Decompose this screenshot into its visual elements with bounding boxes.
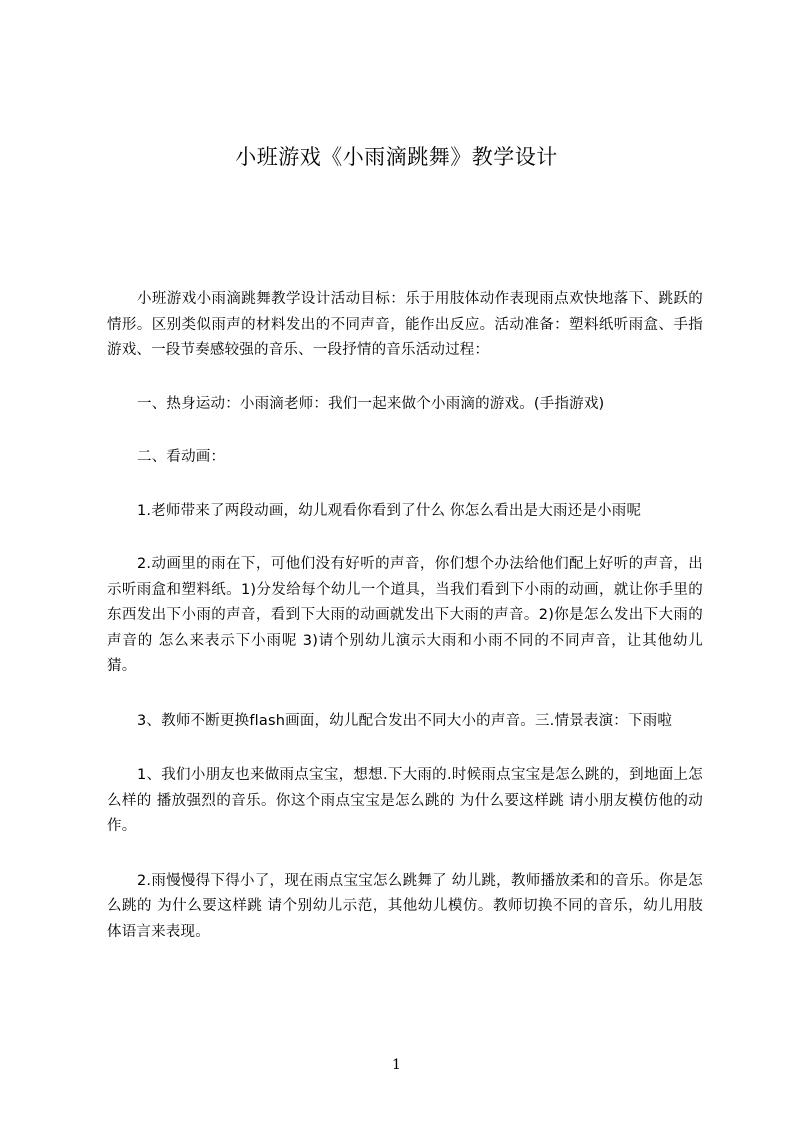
paragraph-watch-animation: 二、看动画： (137, 449, 226, 465)
document-body (107, 287, 703, 945)
paragraph-step-1: 1.老师带来了两段动画，幼儿观看你看到了什么 你怎么看出是大雨还是小雨呢 (137, 502, 642, 519)
paragraph-performance-1: 1、我们小朋友也来做雨点宝宝，想想.下大雨的.时候雨点宝宝是怎么跳的，到地面上怎么样的 播放强烈的音乐。你这个雨点宝宝是怎么跳的 为什么要这样跳 请小朋友模仿他的动作。 (107, 767, 703, 834)
paragraph-warmup: 一、热身运动：小雨滴老师：我们一起来做个小雨滴的游戏。(手指游戏) (137, 395, 605, 412)
paragraph-performance-2: 2.雨慢慢得下得小了，现在雨点宝宝怎么跳舞了 幼儿跳，教师播放柔和的音乐。你是怎么跳的 为什么要这样跳 请个别幼儿示范，其他幼儿模仿。教师切换不同的音乐，幼儿用肢体语言来表现。 (107, 872, 703, 940)
paragraph-step-2: 2.动画里的雨在下，可他们没有好听的声音，你们想个办法给他们配上好听的声音，出示听雨盒和塑料纸。1)分发给每个幼儿一个道具，当我们看到下小雨的动画，就让你手里的东西发出下小雨的声音，看到下大雨的动画就发出下大雨的声音。2)你是怎么发出下大雨的声音的 怎么来表示下小雨呢 3)请个别幼儿演示大雨和小雨不同的不同声音，让其他幼儿猜。 (107, 556, 703, 674)
paragraph-intro: 小班游戏小雨滴跳舞教学设计活动目标：乐于用肢体动作表现雨点欢快地落下、跳跃的情形。区别类似雨声的材料发出的不同声音，能作出反应。活动准备：塑料纸听雨盒、手指游戏、一段节奏感较强的音乐、一段抒情的音乐活动过程： (107, 291, 703, 358)
paragraph-step-3: 3、教师不断更换flash画面，幼儿配合发出不同大小的声音。三.情景表演：下雨啦 (137, 712, 673, 729)
document-title: 小班游戏《小雨滴跳舞》教学设计 (235, 145, 558, 169)
page-number: 1 (392, 1057, 401, 1073)
